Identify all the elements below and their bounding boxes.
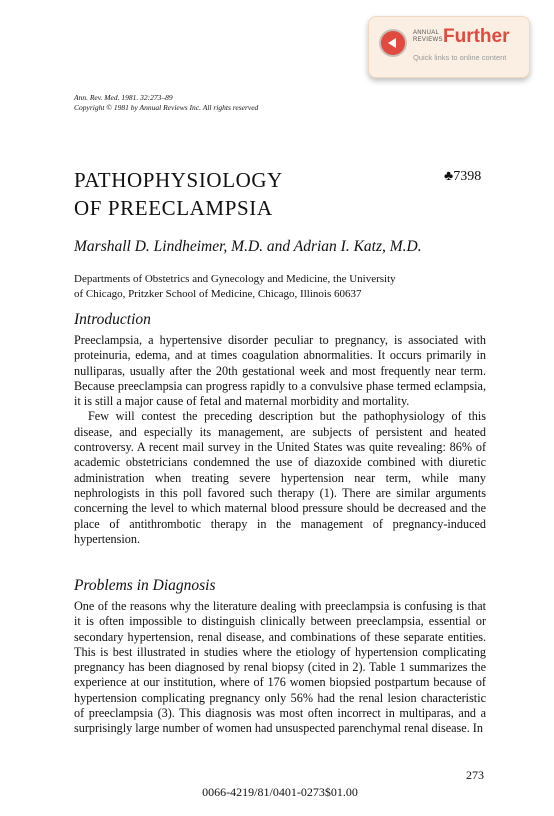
price-code: 0066-4219/81/0401-0273$01.00 — [202, 785, 358, 799]
title-line-2: OF PREECLAMPSIA — [74, 196, 273, 220]
paragraph: One of the reasons why the literature dealing with preeclampsia is confusing is that it is often impossible to distinguish clinically between preeclampsia, essential or secondary hypertension, renal disease, and combinations of these separate entities. This is best illustrated in studies where the etiology of hypertension complicating pregnancy has been diagnosed by renal biopsy (cited in 2). Table 1 summarizes the experience at our institution, where of 176 women biopsied postpartum because of hypertension complicating pregnancy only 56% had the renal lesion characteristic of preeclampsia (3). This diagnosis was most often incorrect in multiparas, and a surprisingly large number of women had unsuspected parenchymal renal disease. In — [74, 599, 486, 736]
affiliation-line-2: of Chicago, Pritzker School of Medicine, Chicago, Illinois 60637 — [74, 288, 362, 300]
title-line-1: PATHOPHYSIOLOGY — [74, 168, 283, 192]
annual-reviews-further-badge[interactable] — [368, 16, 530, 78]
play-arrow-icon — [379, 29, 407, 57]
page-number: 273 — [466, 768, 484, 782]
copyright-line: Copyright © 1981 by Annual Reviews Inc. All rights reserved — [74, 103, 259, 112]
section-heading-introduction: Introduction — [74, 311, 151, 328]
introduction-body — [74, 333, 486, 547]
affiliation-line-1: Departments of Obstetrics and Gynecology and Medicine, the University — [74, 273, 396, 285]
diagnosis-body — [74, 599, 486, 737]
catalog-number: ♣7398 — [444, 169, 482, 184]
journal-citation — [74, 93, 258, 113]
section-heading-diagnosis: Problems in Diagnosis — [74, 577, 216, 594]
paragraph: Few will contest the preceding description but the pathophysiology of this disease, and especially its management, are subjects of persistent and heated controversy. A recent mail survey in the United States was quite revealing: 86% of academic obstetricians condemned the use of diazoxide combined with diuretic administration when treating severe hypertension near term, while many nephrologists in this poll favored such therapy (1). There are similar arguments concerning the level to which maternal blood pressure should be decreased and the place of antithrombotic therapy in the management of pregnancy-induced hypertension. — [74, 409, 486, 546]
further-logo-text: Further — [443, 26, 510, 47]
paragraph: Preeclampsia, a hypertensive disorder peculiar to pregnancy, is associated with proteinuria, edema, and at times coagulation abnormalities. It occurs primarily in nulliparas, usually after the 20th gestational week and most frequently near term. Because preeclampsia can progress rapidly to a convulsive phase termed eclampsia, it is still a major cause of fetal and maternal morbidity and mortality. — [74, 333, 486, 409]
further-subtitle: Quick links to online content — [413, 53, 507, 62]
authors: Marshall D. Lindheimer, M.D. and Adrian I. Katz, M.D. — [74, 238, 422, 255]
affiliation — [74, 272, 396, 302]
article-title — [74, 166, 283, 222]
citation-line: Ann. Rev. Med. 1981. 32:273–89 — [74, 93, 173, 102]
annual-reviews-logo-text: ANNUAL REVIEWS — [413, 30, 443, 43]
